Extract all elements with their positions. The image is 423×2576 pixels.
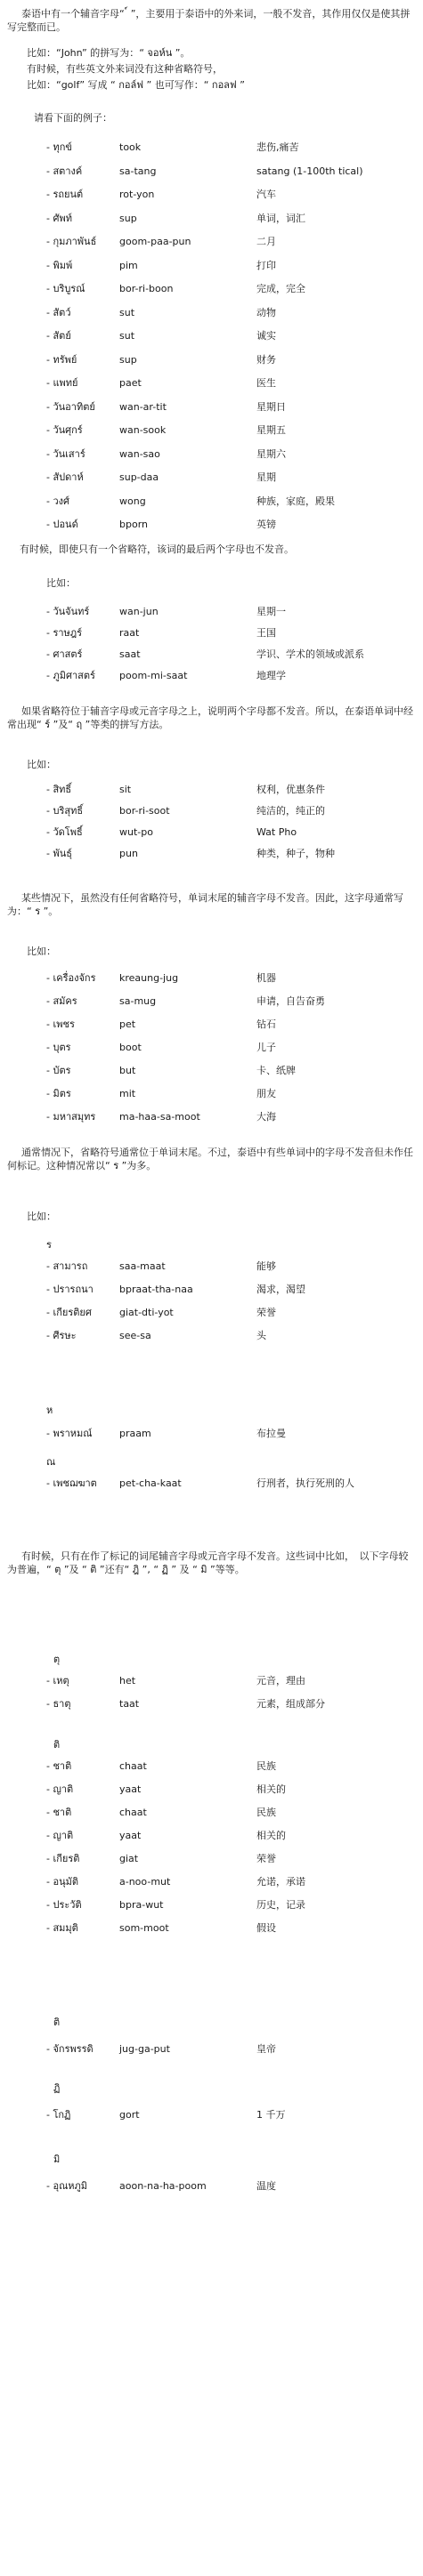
chinese-meaning: 王国 — [256, 627, 276, 639]
chinese-meaning: 朋友 — [256, 1088, 276, 1099]
romanization: wan-sook — [119, 424, 167, 436]
romanization: but — [119, 1065, 136, 1076]
vocab-row — [27, 212, 410, 233]
thai-word: - สิทธิ์ — [46, 784, 72, 795]
vocab-row — [27, 1759, 410, 1781]
vocab-row — [27, 1329, 410, 1350]
romanization: bpra-wut — [119, 1899, 164, 1911]
vocab-row — [27, 447, 410, 469]
vocab-row — [27, 1041, 410, 1062]
thai-word: - ชาติ — [46, 1807, 72, 1818]
thai-word: - โกฏิ — [46, 2109, 71, 2121]
chinese-meaning: 皇帝 — [256, 2043, 276, 2055]
chinese-meaning: 学识、学术的领域或派系 — [256, 648, 364, 660]
thai-word: - สามารถ — [46, 1260, 88, 1272]
intro-example-1: 比如：“John” 的拼写为：“ จอห์น ”。 — [27, 47, 191, 59]
vocab-row — [27, 165, 410, 186]
romanization: boot — [119, 1042, 142, 1053]
chinese-meaning: 1 千万 — [256, 2109, 286, 2121]
thai-word: - เหตุ — [46, 1675, 69, 1686]
chinese-meaning: 钻石 — [256, 1018, 276, 1030]
vocab-row — [27, 1921, 410, 1943]
vocab-row — [27, 1898, 410, 1920]
thai-word: - สมมุติ — [46, 1922, 78, 1934]
romanization: raat — [119, 627, 140, 639]
vocab-row — [27, 1064, 410, 1085]
vocab-row — [27, 2042, 410, 2064]
thai-word: - พันธุ์ — [46, 848, 72, 859]
vocab-row — [27, 1852, 410, 1873]
group-heading: ตุ — [53, 1654, 61, 1665]
thai-word: - วงศ์ — [46, 495, 69, 507]
romanization: wong — [119, 495, 146, 507]
chinese-meaning: 星期六 — [256, 447, 286, 460]
chinese-meaning: 财务 — [256, 353, 276, 366]
romanization: sup — [119, 353, 137, 366]
section4-label: 比如： — [27, 946, 56, 957]
vocab-row — [27, 2179, 410, 2201]
chinese-meaning: 诚实 — [256, 330, 276, 342]
chinese-meaning: 允诺，承诺 — [256, 1876, 305, 1888]
section6-paragraph: 有时候，只有在作了标记的词尾辅音字母或元音字母不发音。这些词中比如， 以下字母较为普遍，“ ตุ ”及 “ ติ ”还有“ ฎิ ”, “ ฏิ ” 及 “ มิ ”等等。 — [7, 1550, 409, 1576]
vocab-row — [27, 400, 410, 422]
thai-word: - กุมภาพันธ์ — [46, 236, 97, 247]
chinese-meaning: 儿子 — [256, 1042, 276, 1053]
thai-word: - ศัพท์ — [46, 212, 72, 224]
vocab-row — [27, 1110, 410, 1131]
romanization: paet — [119, 377, 142, 389]
thai-word: - เกียรติยศ — [46, 1307, 92, 1318]
thai-word: - พิมพ์ — [46, 259, 73, 271]
vocab-row — [27, 329, 410, 350]
chinese-meaning: 悲伤,痛苦 — [256, 141, 299, 153]
vocab-row — [27, 783, 410, 804]
vocab-row — [27, 235, 410, 256]
thai-word: - อุณหภูมิ — [46, 2180, 88, 2192]
thai-word: - อนุมัติ — [46, 1876, 78, 1888]
vocab-row — [27, 847, 410, 868]
vocab-row — [27, 188, 410, 209]
chinese-meaning: 动物 — [256, 306, 276, 318]
thai-word: - สัปดาห์ — [46, 471, 84, 483]
vocab-row — [27, 353, 410, 374]
section5-paragraph: 通常情况下，省略符号通常位于单词末尾。不过，泰语中有些单词中的字母不发音但未作任何标记。这种情况常以“ ร ”为多。 — [7, 1147, 413, 1172]
romanization: sa-mug — [119, 995, 157, 1007]
chinese-meaning: 能够 — [256, 1260, 276, 1272]
thai-word: - วันศุกร์ — [46, 424, 83, 436]
chinese-meaning: 相关的 — [256, 1830, 286, 1841]
vocab-row — [27, 1697, 410, 1719]
romanization: jug-ga-put — [119, 2043, 170, 2055]
chinese-meaning: 完成，完全 — [256, 283, 305, 294]
chinese-meaning: 英镑 — [256, 519, 276, 530]
vocab-row — [27, 306, 410, 327]
vocab-row — [27, 1477, 410, 1498]
romanization: wan-ar-tit — [119, 400, 167, 413]
group-heading: ณ — [46, 1456, 56, 1468]
romanization: giat — [119, 1853, 139, 1864]
chinese-meaning: 历史，记录 — [256, 1899, 305, 1911]
romanization: gort — [119, 2109, 140, 2121]
vocab-row — [27, 1674, 410, 1695]
thai-word: - เกียรติ — [46, 1853, 80, 1864]
romanization: wan-sao — [119, 447, 160, 460]
romanization: praam — [119, 1428, 151, 1439]
group-heading: ร — [46, 1239, 52, 1251]
chinese-meaning: 元素，组成部分 — [256, 1698, 325, 1710]
vocab-row — [27, 1783, 410, 1804]
vocab-row — [27, 282, 410, 303]
romanization: see-sa — [119, 1330, 151, 1341]
romanization: bor-ri-boon — [119, 283, 174, 294]
section3-label: 比如： — [27, 759, 56, 770]
chinese-meaning: 纯洁的，纯正的 — [256, 805, 325, 817]
romanization: sit — [119, 784, 132, 795]
thai-word: - ศีรษะ — [46, 1330, 77, 1341]
vocab-row — [27, 423, 410, 445]
chinese-meaning: 权利，优惠条件 — [256, 784, 325, 795]
chinese-meaning: 温度 — [256, 2180, 276, 2192]
romanization: kreaung-jug — [119, 972, 179, 984]
vocab-row — [27, 141, 410, 162]
chinese-meaning: 头 — [256, 1330, 266, 1341]
romanization: sup — [119, 212, 137, 224]
romanization: het — [119, 1675, 136, 1686]
romanization: yaat — [119, 1830, 142, 1841]
thai-word: - เครื่องจักร — [46, 972, 96, 984]
vocab-row — [27, 1260, 410, 1281]
section5-label: 比如： — [27, 1211, 56, 1222]
romanization: a-noo-mut — [119, 1876, 171, 1888]
chinese-meaning: 假设 — [256, 1922, 276, 1934]
thai-word: - วันจันทร์ — [46, 606, 90, 617]
thai-word: - มหาสมุทร — [46, 1111, 96, 1123]
chinese-meaning: 机器 — [256, 972, 276, 984]
vocab-row — [27, 376, 410, 398]
chinese-meaning: 相关的 — [256, 1783, 286, 1795]
thai-word: - ประวัติ — [46, 1899, 82, 1911]
thai-word: - จักรพรรดิ — [46, 2043, 94, 2055]
thai-word: - รถยนต์ — [46, 189, 84, 200]
chinese-meaning: 地理学 — [256, 670, 286, 681]
chinese-meaning: 医生 — [256, 377, 276, 389]
vocab-row — [27, 994, 410, 1016]
vocab-row — [27, 804, 410, 825]
vocab-row — [27, 825, 410, 847]
thai-word: - ชาติ — [46, 1760, 72, 1772]
vocab-row — [27, 1283, 410, 1304]
chinese-meaning: 申请，自告奋勇 — [256, 995, 325, 1007]
thai-word: - วัดโพธิ์ — [46, 826, 83, 838]
chinese-meaning: Wat Pho — [256, 826, 297, 838]
romanization: bporn — [119, 519, 148, 530]
thai-word: - เพชฌฆาต — [46, 1477, 97, 1489]
thai-word: - พราหมณ์ — [46, 1428, 93, 1439]
chinese-meaning: 星期五 — [256, 424, 286, 436]
chinese-meaning: 渴求，渴望 — [256, 1284, 305, 1295]
chinese-meaning: 单词，词汇 — [256, 212, 305, 224]
chinese-meaning: 星期 — [256, 471, 276, 483]
vocab-row — [27, 259, 410, 280]
chinese-meaning: 民族 — [256, 1807, 276, 1818]
romanization: ma-haa-sa-moot — [119, 1111, 200, 1123]
group-heading: มิ — [53, 2153, 61, 2165]
vocab-row — [27, 669, 410, 690]
romanization: sup-daa — [119, 471, 159, 483]
romanization: pim — [119, 259, 138, 271]
vocab-row — [27, 2108, 410, 2129]
vocab-row — [27, 605, 410, 626]
vocab-row — [27, 1018, 410, 1039]
thai-word: - แพทย์ — [46, 377, 78, 389]
group-heading: ห — [46, 1405, 53, 1416]
romanization: pet — [119, 1018, 136, 1030]
chinese-meaning: 二月 — [256, 236, 276, 247]
thai-word: - ญาติ — [46, 1830, 74, 1841]
thai-word: - ปรารถนา — [46, 1284, 94, 1295]
chinese-meaning: 汽车 — [256, 189, 276, 200]
thai-word: - ภูมิศาสตร์ — [46, 670, 95, 681]
romanization: rot-yon — [119, 189, 155, 200]
intro-paragraph-2: 有时候，有些英文外来词没有这种省略符号， — [27, 63, 223, 75]
romanization: saat — [119, 648, 141, 660]
romanization: aoon-na-ha-poom — [119, 2180, 207, 2192]
romanization: wan-jun — [119, 606, 159, 617]
section2-paragraph: 有时候，即使只有一个省略符，该词的最后两个字母也不发音。 — [20, 543, 294, 555]
thai-word: - มิตร — [46, 1088, 71, 1099]
chinese-meaning: 种族，家庭，殿果 — [256, 495, 335, 507]
section4-paragraph: 某些情况下，虽然没有任何省略符号，单词末尾的辅音字母不发音。因此，这字母通常写为：“ ร ”。 — [7, 892, 403, 918]
vocab-row — [27, 518, 410, 539]
romanization: bpraat-tha-naa — [119, 1284, 193, 1295]
chinese-meaning: satang (1-100th tical) — [256, 165, 363, 177]
chinese-meaning: 荣誉 — [256, 1853, 276, 1864]
vocab-row — [27, 1306, 410, 1327]
section3-paragraph: 如果省略符位于辅音字母或元音字母之上，说明两个字母都不发音。所以，在泰语单词中经常出现“ ร์ ”及“ ฤ ”等类的拼写方法。 — [7, 705, 413, 731]
thai-word: - ศาสตร์ — [46, 648, 83, 660]
intro-paragraph: 泰语中有一个辅音字母“ ์ ”，主要用于泰语中的外来词，一般不发音，其作用仅仅是使其拼写完整而已。 — [7, 8, 411, 34]
thai-word: - สัตย์ — [46, 330, 71, 342]
thai-word: - สมัคร — [46, 995, 77, 1007]
romanization: poom-mi-saat — [119, 670, 188, 681]
chinese-meaning: 民族 — [256, 1760, 276, 1772]
section2-label: 比如： — [46, 577, 76, 589]
vocab-row — [27, 1875, 410, 1896]
vocab-row — [27, 1806, 410, 1827]
thai-word: - ธาตุ — [46, 1698, 71, 1710]
romanization: sut — [119, 330, 135, 342]
chinese-meaning: 卡、纸牌 — [256, 1065, 296, 1076]
romanization: chaat — [119, 1760, 147, 1772]
romanization: sut — [119, 306, 135, 318]
romanization: yaat — [119, 1783, 142, 1795]
vocab-row — [27, 1087, 410, 1108]
chinese-meaning: 种类，种子，物种 — [256, 848, 335, 859]
vocab-row — [27, 626, 410, 648]
chinese-meaning: 布拉曼 — [256, 1428, 286, 1439]
thai-word: - ทุกข์ — [46, 141, 72, 153]
romanization: taat — [119, 1698, 140, 1710]
vocab-row — [27, 648, 410, 669]
romanization: chaat — [119, 1807, 147, 1818]
romanization: mit — [119, 1088, 136, 1099]
romanization: saa-maat — [119, 1260, 166, 1272]
thai-word: - สตางค์ — [46, 165, 83, 177]
thai-word: - ทรัพย์ — [46, 353, 77, 366]
vocab-row — [27, 971, 410, 993]
romanization: took — [119, 141, 142, 153]
romanization: bor-ri-soot — [119, 805, 170, 817]
romanization: pet-cha-kaat — [119, 1477, 182, 1489]
thai-word: - บุตร — [46, 1042, 71, 1053]
vocab-row — [27, 495, 410, 516]
chinese-meaning: 行刑者，执行死刑的人 — [256, 1477, 354, 1489]
thai-word: - วันเสาร์ — [46, 447, 85, 460]
romanization: sa-tang — [119, 165, 157, 177]
chinese-meaning: 大海 — [256, 1111, 276, 1123]
chinese-meaning: 星期日 — [256, 400, 286, 413]
list1-heading: 请看下面的例子： — [34, 112, 112, 124]
vocab-row — [27, 1427, 410, 1448]
group-heading: ฏิ — [53, 2082, 61, 2094]
chinese-meaning: 星期一 — [256, 606, 286, 617]
romanization: som-moot — [119, 1922, 169, 1934]
thai-word: - บริสุทธิ์ — [46, 805, 84, 817]
romanization: pun — [119, 848, 138, 859]
chinese-meaning: 元音，理由 — [256, 1675, 305, 1686]
chinese-meaning: 打印 — [256, 259, 276, 271]
thai-word: - บริบูรณ์ — [46, 283, 85, 294]
intro-example-2: 比如：“golf” 写成 “ กอล์ฟ ” 也可写作：“ กอลฟ ” — [27, 79, 245, 91]
thai-word: - ราษฎร์ — [46, 627, 83, 639]
thai-word: - สัตว์ — [46, 306, 71, 318]
chinese-meaning: 荣誉 — [256, 1307, 276, 1318]
group-heading: ติ — [53, 1739, 61, 1751]
vocab-row — [27, 1829, 410, 1850]
thai-word: - วันอาทิตย์ — [46, 400, 95, 413]
romanization: goom-paa-pun — [119, 236, 191, 247]
group-heading: ติ — [53, 2017, 61, 2028]
thai-word: - บัตร — [46, 1065, 71, 1076]
thai-word: - ปอนด์ — [46, 519, 78, 530]
romanization: giat-dti-yot — [119, 1307, 174, 1318]
romanization: wut-po — [119, 826, 153, 838]
thai-word: - เพชร — [46, 1018, 75, 1030]
thai-word: - ญาติ — [46, 1783, 74, 1795]
vocab-row — [27, 471, 410, 492]
